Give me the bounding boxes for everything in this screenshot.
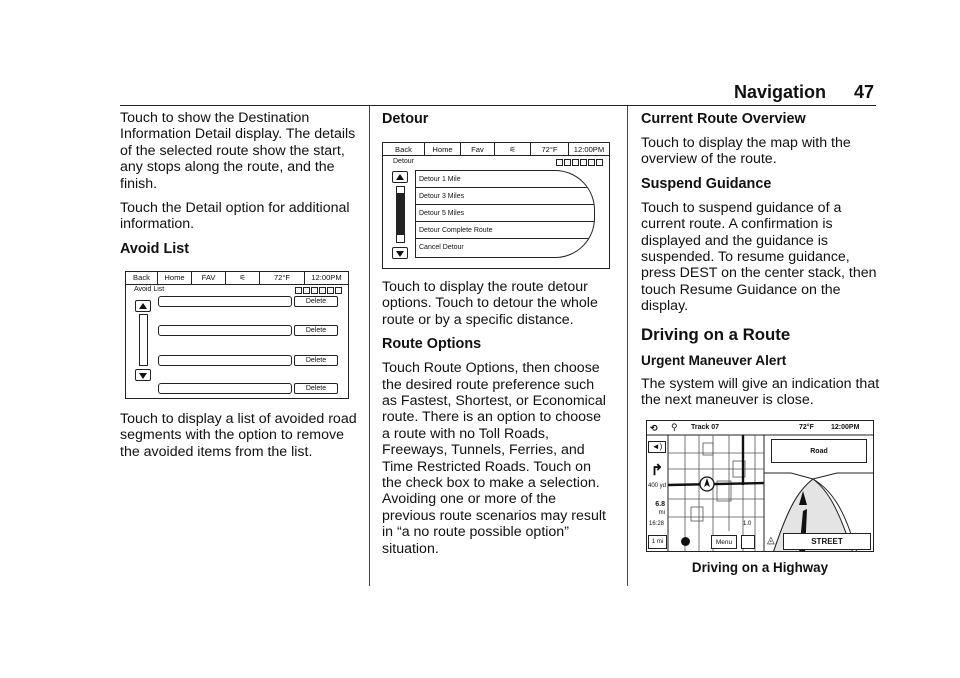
clock: 12:00PM [573,144,605,154]
delete-button: Delete [294,296,338,307]
paragraph: Touch to display a list of avoided road segments with the option to remove the avoided items from the list. [120,410,357,460]
track-label: Track 07 [691,424,720,432]
status-icon [319,287,326,294]
tab-fav: Fav [461,143,495,155]
delete-button: Delete [294,355,338,366]
column-divider [369,106,370,586]
clock: 12:00PM [831,424,860,432]
current-route-overview-heading: Current Route Overview [641,111,806,127]
status-icon [295,287,302,294]
status-icon [564,159,571,166]
status-icon [580,159,587,166]
status-icon [572,159,579,166]
suspend-guidance-heading: Suspend Guidance [641,175,772,192]
list-item: Detour 3 Miles [416,188,594,205]
scale-number: 1.0 [743,521,752,528]
page-number: 47 [853,82,874,102]
road-name-box: Road [771,439,867,463]
tab-home: Home [425,143,461,155]
route-options-heading: Route Options [382,336,482,353]
turn-distance: 400 yd [648,483,667,490]
status-icon [311,287,318,294]
turn-right-icon: ↱ [650,462,664,480]
scrollbar-thumb [397,193,404,235]
menu-button: Menu [711,535,737,549]
scrollbar-track [139,314,148,366]
clock: 12:00PM [311,273,342,283]
remaining-distance: 6.8 [655,501,665,509]
screen-topbar [126,272,348,285]
status-icon [327,287,334,294]
tab-home: Home [158,272,192,284]
column-1 [120,110,358,468]
scroll-down-icon [135,369,151,381]
audio-icon: ◄) [648,441,666,453]
list-item: Detour 1 Mile [416,171,594,188]
paragraph: Touch Route Options, then choose the desired route preference such as Fastest, Shortest, or Economical route. There is an option to choose a route with no Toll Roads, Freeways, Tunnels, Ferries, and Time Restricted Roads. Touch on the check box to make a selection. Avoiding one or more of the previous route scenarios may result in “a no route possible option” situation. [382,360,606,557]
figure-caption: Driving on a Highway [691,560,829,576]
status-icons [295,287,342,294]
driving-on-route-heading: Driving on a Route [641,324,791,344]
list-icon [741,535,755,549]
delete-button: Delete [294,383,338,394]
status-icon [335,287,342,294]
avoid-list-screen [125,271,349,399]
delete-button: Delete [294,325,338,336]
detour-screen [382,142,610,269]
list-title: Avoid List [134,285,165,293]
temperature: 72°F [260,272,305,284]
scroll-up-icon [392,171,408,183]
tab-back: Back [126,272,158,284]
reroute-icon: ⟲ [650,423,658,434]
column-divider [627,106,628,586]
paragraph: Touch to display the map with the overview of the route. [641,135,851,168]
status-icon [556,159,563,166]
paragraph: Touch to show the Destination Information Detail display. The details of the selected route show the start, any stops along the route, and the finish. [120,110,356,192]
list-item: Detour 5 Miles [416,205,594,222]
tab-fav: FAV [192,272,226,284]
list-item [158,355,292,366]
voice-icon: ⚟ [495,143,531,155]
column-3 [641,110,881,575]
paragraph: Touch to suspend guidance of a current route. A confirmation is displayed and the guidance is suspended. To resume guidance, press DEST on the center stack, then touch Resume Guidance on the display. [641,199,877,315]
avoid-list-heading: Avoid List [120,240,190,257]
scroll-down-icon [392,247,408,259]
location-icon: ◬ [767,535,775,547]
screen-topbar [383,143,609,156]
paragraph: The system will give an indication that the next maneuver is close. [641,375,880,409]
status-icon [303,287,310,294]
temperature: 72°F [531,143,569,155]
list-title: Detour [393,158,415,165]
page-header [120,80,876,106]
list-item [158,325,292,336]
section-title: Navigation [733,82,826,102]
status-icon [596,159,603,166]
street-name-box: STREET [783,533,871,550]
scroll-up-icon [135,300,151,312]
distance-unit: mi [658,510,665,517]
list-item [158,296,292,307]
column-2 [382,110,612,565]
map-scale: 1 mi [648,535,667,549]
paragraph: Touch the Detail option for additional information. [120,200,350,233]
detour-heading: Detour [382,111,429,127]
temperature: 72°F [799,424,814,432]
detour-options-list [415,170,595,258]
paragraph: Touch to display the route detour options. Touch to detour the whole route or by a specific distance. [382,279,598,328]
poi-icon: ⚲ [671,422,678,433]
status-icons [556,159,603,166]
list-item [158,383,292,394]
voice-icon: ⚟ [226,272,260,284]
list-item: Cancel Detour [419,244,464,251]
list-item: Detour Complete Route [416,222,594,239]
status-icon [588,159,595,166]
highway-map-screen [646,420,874,552]
eta: 16:28 [649,521,665,528]
tab-back: Back [383,143,425,155]
urgent-maneuver-heading: Urgent Maneuver Alert [641,352,787,368]
